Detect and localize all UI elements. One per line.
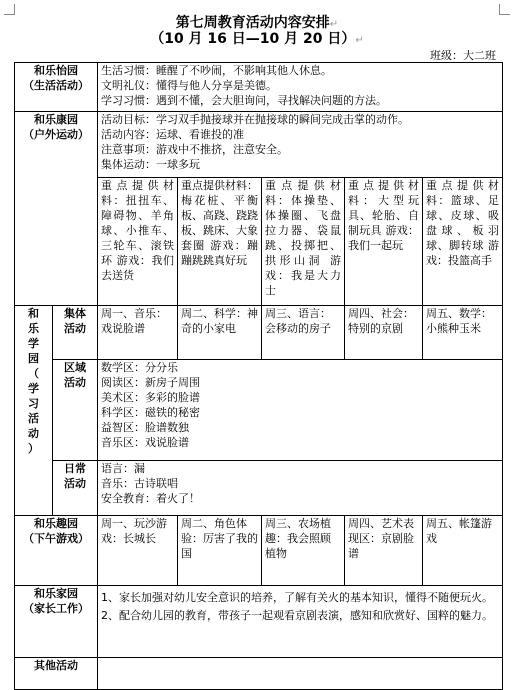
group-activity-tue: 周二、科学：神奇的小家电 [178,306,262,360]
afternoon-game-mon: 周一、玩沙游戏：长城长 [98,516,178,586]
puzzle-area-line: 益智区：脸谱数独 [101,421,189,434]
outdoor-materials-thu: 重点提供材料：大型玩具、轮胎、自制玩具 游戏：我们一起玩 [345,178,423,306]
section-parent-work: 和乐家园 （家长工作） [15,586,98,658]
activity-schedule-table [14,62,503,690]
other-activities-content [98,658,503,690]
afternoon-game-fri: 周五、帐篷游戏 [423,516,503,586]
etiquette-line: 文明礼仪：懂得与他人分享是美德。 [101,79,277,92]
row-other-activities [15,658,503,690]
daily-life-content [98,63,503,112]
outdoor-goals [98,112,503,178]
outdoor-materials-fri: 重点提供材料：篮球、足球、皮球、吸盘球、板羽球、脚转球 游戏：投篮高手 [423,178,503,306]
label-daily-activity: 日常 活动 [53,461,98,516]
afternoon-game-wed: 周三、农场植趣：我会照顾植物 [262,516,345,586]
date-range: （10 月 16 日—10 月 20 日）↵ [150,31,364,47]
section-outdoor: 和乐康园 （户外运动） [15,112,98,306]
outdoor-materials-mon: 重点提供材料：扭扭车、障碍物、羊角球、小推车、三轮车、滚铁环 游戏：我们去送货 [98,178,178,306]
art-area-line: 美术区：多彩的脸谱 [101,391,200,404]
section-learning: 和 乐 学 园 （ 学 习 活 动 ） [15,306,53,516]
class-label: 班级：大二班 [430,49,496,62]
row-afternoon-games [15,516,503,586]
study-habit-line: 学习习惯：遇到不懂，会大胆询问，寻找解决问题的方法。 [101,94,387,107]
parent-work-item-1: 1、家长加强对幼儿安全意识的培养，了解有关火的基本知识，懂得不随便玩火。 [101,591,493,604]
life-habit-line: 生活习惯：睡醒了不吵闹，不影响其他人休息。 [101,64,332,77]
activity-content-line: 活动内容：运球、看谁投的准 [101,128,244,141]
daily-activity-content [98,461,503,516]
section-daily-life: 和乐怡园 （生活活动） [15,63,98,112]
safety-notes-line: 注意事项：游戏中不推挤，注意安全。 [101,143,288,156]
row-area-activity [15,360,503,461]
area-activity-content [98,360,503,461]
outdoor-materials-wed: 重点提供材料：体操垫、体操圈、飞盘拉力器、袋鼠跳、投掷把、拱形山洞 游戏：我是大力士 [262,178,345,306]
group-sport-line: 集体运动：一球多玩 [101,158,200,171]
label-group-activity: 集体 活动 [53,306,98,360]
outdoor-materials-tue: 重点提供材料：梅花桩、平衡板、高跷、跷跷板、跳床、大象套圈 游戏：蹦蹦跳跳真好玩 [178,178,262,306]
parent-work-content [98,586,503,658]
row-daily-activity [15,461,503,516]
row-group-activity [15,306,503,360]
label-area-activity: 区域 活动 [53,360,98,461]
safety-education-line: 安全教育：着火了！ [101,492,200,505]
activity-goal-line: 活动目标：学习双手抛接球并在抛接球的瞬间完成击掌的动作。 [101,113,409,126]
page-title: 第七周教育活动内容安排↵ [175,15,339,31]
reading-area-line: 阅读区：新房子周围 [101,376,200,389]
language-line: 语言：漏 [101,462,145,475]
group-activity-fri: 周五、数学：小熊种玉米 [423,306,503,360]
row-parent-work [15,586,503,658]
science-area-line: 科学区：磁铁的秘密 [101,406,200,419]
music-area-line: 音乐区：戏说脸谱 [101,436,189,449]
afternoon-game-tue: 周二、角色体验：厉害了我的国 [178,516,262,586]
section-other-activities: 其他活动 [15,658,98,690]
row-daily-life [15,63,503,112]
afternoon-game-thu: 周四、艺术表现区：京剧脸谱 [345,516,423,586]
group-activity-mon: 周一、音乐：戏说脸谱 [98,306,178,360]
parent-work-item-2: 2、配合幼儿园的教育，带孩子一起观看京剧表演，感知和欣赏好、国粹的魅力。 [101,609,493,622]
section-afternoon-games: 和乐趣园 （下午游戏） [15,516,98,586]
group-activity-wed: 周三、语言：会移动的房子 [262,306,345,360]
group-activity-thu: 周四、社会：特别的京剧 [345,306,423,360]
music-line: 音乐：古诗联唱 [101,477,178,490]
math-area-line: 数学区：分分乐 [101,361,178,374]
row-outdoor-goals [15,112,503,178]
